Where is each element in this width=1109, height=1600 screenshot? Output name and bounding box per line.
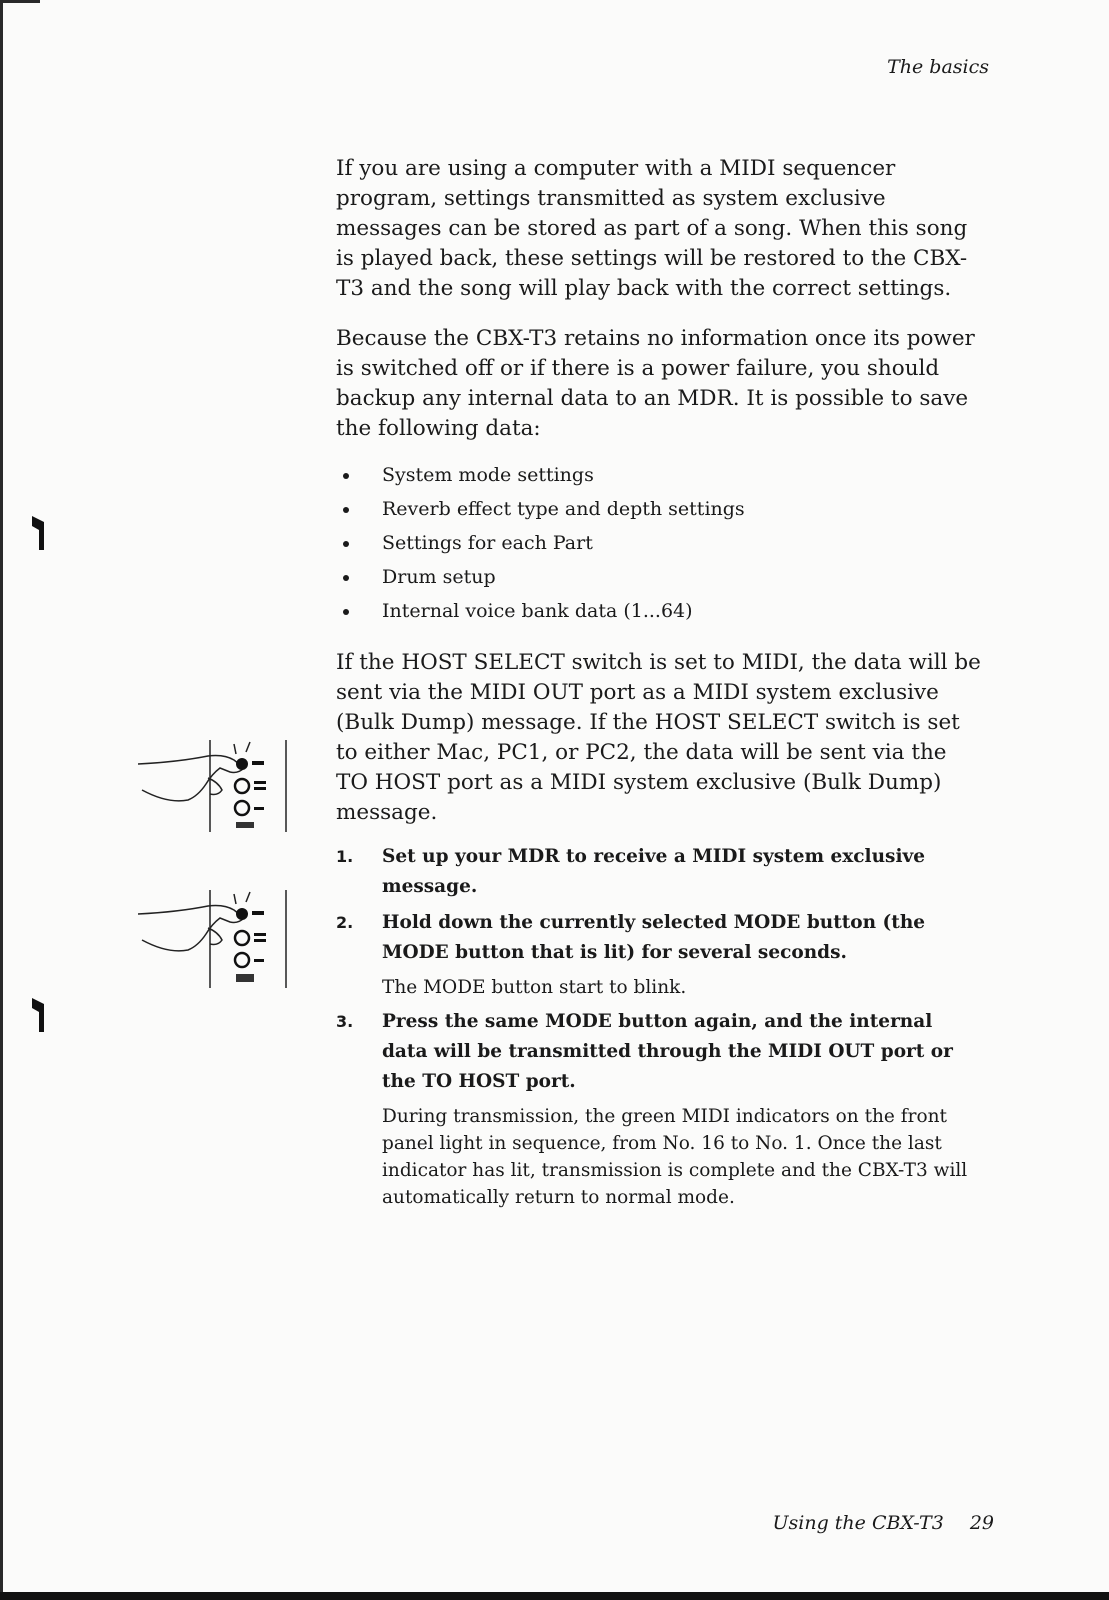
- list-item: Settings for each Part: [336, 526, 982, 560]
- paragraph-host-select: If the HOST SELECT switch is set to MIDI, the data will be sent via the MIDI OUT port as a MIDI system exclusive (Bulk Dump) message. If the HOST SELECT switch is set to either Mac, PC1, or PC2, the data will be sent via the TO HOST port as a MIDI system exclusive (Bulk Dump) message.: [336, 650, 981, 825]
- page-number: 29: [969, 1512, 994, 1534]
- step-number: 2.: [336, 913, 354, 932]
- running-head: The basics: [887, 56, 989, 78]
- step-number: 3.: [336, 1012, 354, 1031]
- step-description: During transmission, the green MIDI indicators on the front panel light in sequence, from No. 16 to No. 1. Once the last indicator has lit, transmission is complete and the CBX-T3 will automatically return to normal mode.: [382, 1106, 968, 1208]
- footer-title: Using the CBX-T3: [772, 1512, 944, 1534]
- list-item: Internal voice bank data (1...64): [336, 594, 982, 628]
- mode-button-blink-illustration: [138, 888, 298, 994]
- list-item: Reverb effect type and depth settings: [336, 492, 982, 526]
- binder-tab-mark: [30, 998, 44, 1032]
- scan-edge-bottom: [0, 1592, 1109, 1600]
- page-footer: [773, 1512, 994, 1534]
- binder-tab-mark: [30, 516, 44, 550]
- scan-edge-left: [0, 0, 3, 1600]
- step-title: Hold down the currently selected MODE button (the MODE button that is lit) for several seconds.: [382, 912, 926, 963]
- list-item: System mode settings: [336, 458, 982, 492]
- step-title: Set up your MDR to receive a MIDI system exclusive message.: [382, 846, 925, 897]
- procedure-steps: [336, 842, 982, 1211]
- mode-button-illustration: [138, 738, 298, 838]
- saveable-data-list: [336, 458, 982, 628]
- step-2: [336, 908, 982, 1001]
- step-description: The MODE button start to blink.: [382, 977, 687, 998]
- scan-edge-top: [0, 0, 40, 3]
- list-item: Drum setup: [336, 560, 982, 594]
- step-3: [336, 1007, 982, 1211]
- paragraph-sequencer: If you are using a computer with a MIDI sequencer program, settings transmitted as system exclusive messages can be stored as part of a song. When this song is played back, these settings will be restored to the CBX-T3 and the song will play back with the correct settings.: [336, 156, 968, 301]
- step-1: [336, 842, 982, 902]
- step-number: 1.: [336, 847, 354, 866]
- step-title: Press the same MODE button again, and the internal data will be transmitted through the MIDI OUT port or the TO HOST port.: [382, 1011, 953, 1092]
- paragraph-backup: Because the CBX-T3 retains no information once its power is switched off or if there is a power failure, you should backup any internal data to an MDR. It is possible to save the following data:: [336, 326, 975, 441]
- main-content: [336, 154, 982, 1217]
